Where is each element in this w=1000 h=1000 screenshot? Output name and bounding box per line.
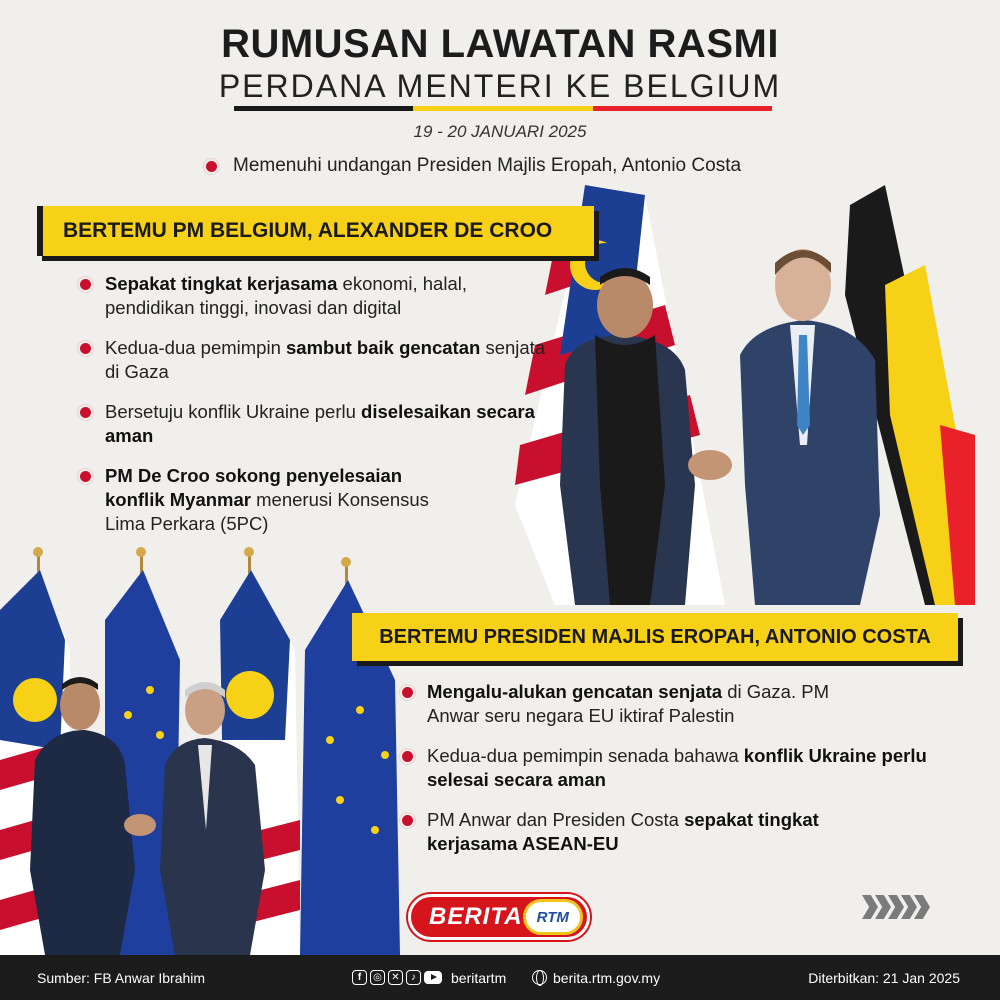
- section2-heading: BERTEMU PRESIDEN MAJLIS EROPAH, ANTONIO COSTA: [352, 613, 958, 661]
- berita-rtm-logo: [408, 894, 590, 940]
- section2-list: [402, 680, 962, 872]
- bullet-icon: [402, 687, 413, 698]
- photo-anwar-costa: [0, 540, 400, 955]
- list-item: PM De Croo sokong penyelesaian konflik Myanmar menerusi Konsensus Lima Perkara (5PC): [80, 464, 550, 536]
- bullet-icon: [402, 815, 413, 826]
- bullet-icon: [80, 343, 91, 354]
- list-item: Bersetuju konflik Ukraine perlu diselesaikan secara aman: [80, 400, 550, 448]
- invite-text: Memenuhi undangan Presiden Majlis Eropah, Antonio Costa: [233, 155, 742, 176]
- website-text[interactable]: berita.rtm.gov.my: [553, 969, 661, 986]
- list-item: Sepakat tingkat kerjasama ekonomi, halal, pendidikan tinggi, inovasi dan digital: [80, 272, 550, 320]
- published-date: Diterbitkan: 21 Jan 2025: [808, 969, 960, 986]
- globe-icon: [532, 970, 547, 985]
- handshake-graphic-2: [124, 814, 156, 836]
- instagram-icon[interactable]: ◎: [370, 970, 385, 985]
- bullet-icon: [80, 407, 91, 418]
- invite-line: [206, 155, 741, 177]
- bullet-icon: [80, 471, 91, 482]
- social-links: [352, 970, 506, 986]
- logo-text: BERITA: [429, 903, 523, 930]
- source-text: Sumber: FB Anwar Ibrahim: [37, 969, 206, 986]
- list-item: Kedua-dua pemimpin senada bahawa konflik Ukraine perlu selesai secara aman: [402, 744, 962, 792]
- facebook-icon[interactable]: f: [352, 970, 367, 985]
- social-handle[interactable]: beritartm: [451, 969, 507, 986]
- footer-bar: [0, 955, 1000, 1000]
- next-arrows-icon[interactable]: [862, 895, 927, 919]
- bullet-icon: [80, 279, 91, 290]
- list-item: PM Anwar dan Presiden Costa sepakat tingkat kerjasama ASEAN-EU: [402, 808, 962, 856]
- youtube-icon[interactable]: [424, 971, 442, 984]
- list-item: Kedua-dua pemimpin sambut baik gencatan senjata di Gaza: [80, 336, 550, 384]
- rtm-badge: RTM: [523, 899, 583, 935]
- list-item: Mengalu-alukan gencatan senjata di Gaza. PM Anwar seru negara EU iktiraf Palestin: [402, 680, 962, 728]
- title-line1: RUMUSAN LAWATAN RASMI: [221, 22, 779, 66]
- website-link[interactable]: [532, 970, 660, 986]
- x-icon[interactable]: ✕: [388, 970, 403, 985]
- section1-heading: BERTEMU PM BELGIUM, ALEXANDER DE CROO: [37, 206, 594, 256]
- handshake-graphic: [688, 450, 732, 480]
- bullet-icon: [402, 751, 413, 762]
- bullet-icon: [206, 161, 217, 172]
- tricolor-divider: [234, 106, 772, 111]
- tiktok-icon[interactable]: ♪: [406, 970, 421, 985]
- visit-date: 19 - 20 JANUARI 2025: [413, 122, 587, 141]
- section1-list: [80, 272, 550, 552]
- title-line2: PERDANA MENTERI KE BELGIUM: [218, 68, 782, 104]
